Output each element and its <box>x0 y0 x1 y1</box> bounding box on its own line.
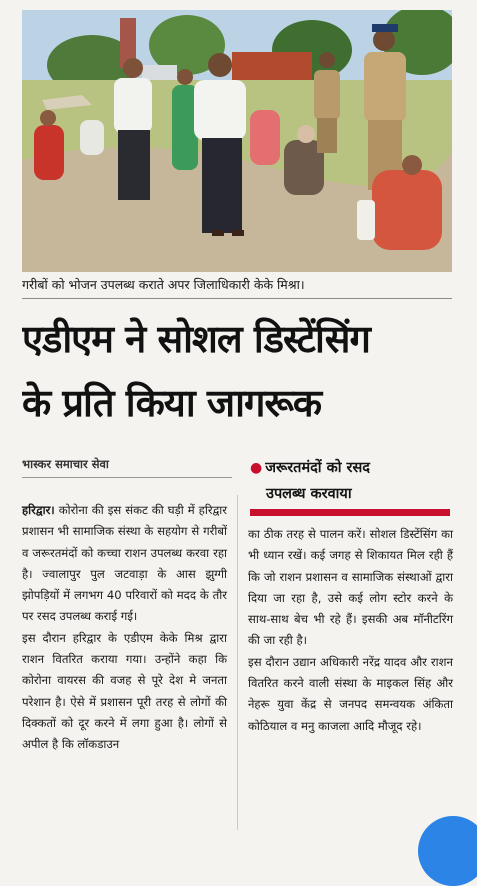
caption-divider <box>22 298 452 299</box>
article-paragraph: इस दौरान हरिद्वार के एडीएम केके मिश्र द्वारा राशन वितरित कराया गया। उन्होंने कहा कि कोरोना वायरस की वजह से पूरे देश मे जनता परेशान है। ऐसे में प्रशासन पूरी तरह से लोगों की दिक्कतों को दूर करने में लगा हुआ है। लोगों से अपील है कि लॉकडाउन <box>22 630 227 752</box>
byline-divider <box>22 477 232 478</box>
article-paragraph: इस दौरान उद्यान अधिकारी नरेंद्र यादव और राशन वितरित करने वाली संस्था के माइकल सिंह और नेहरू युवा केंद्र से जनपद समन्वयक अंकिता कोठियाल व मनु काजला आदि मौजूद रहे। <box>248 654 453 733</box>
article-paragraph: का ठीक तरह से पालन करें। सोशल डिस्टेंसिंग का भी ध्यान रखें। कई जगह से शिकायत मिल रही हैं कि जो राशन प्रशासन व सामाजिक संस्थाओं द्वारा दिया जा रहा है, उसे कई लोग स्टोर करने के साथ-साथ बेच भी रहे हैं। इसकी अब मॉनीटरिंग की जा रही है। <box>248 527 453 648</box>
headline <box>22 307 452 435</box>
article-column-left <box>22 500 227 830</box>
article-paragraph: हरिद्वार। कोरोना की इस संकट की घड़ी में हरिद्वार प्रशासन भी सामाजिक संस्था के सहयोग से गरीबों व जरूरतमंदों को कच्चा राशन उपलब्ध करवा रहा है। ज्वालापुर पुल जटवाड़ा के आस झुग्गी झोपड़ियों में लगभग 40 परिवारों को मदद के तौर पर रसद उपलब्ध कराई गई। <box>22 503 227 624</box>
byline: भास्कर समाचार सेवा <box>22 457 109 471</box>
corner-button[interactable] <box>418 816 477 886</box>
dateline-place: हरिद्वार। <box>22 503 55 517</box>
headline-line-2: के प्रति किया जागरूक <box>22 381 322 425</box>
subhead-line-1: ● जरूरतमंदों को रसद <box>250 460 370 476</box>
headline-line-1: एडीएम ने सोशल डिस्टेंसिंग <box>22 317 370 361</box>
column-divider <box>237 495 238 830</box>
subheadline <box>250 455 450 511</box>
subhead-red-bar <box>250 509 450 516</box>
news-photo <box>22 10 452 272</box>
photo-caption: गरीबों को भोजन उपलब्ध कराते अपर जिलाधिकारी केके मिश्रा। <box>22 277 305 292</box>
bullet-icon: ● <box>250 460 263 476</box>
subhead-line-2: उपलब्ध करवाया <box>266 486 352 502</box>
article-column-right <box>248 524 453 836</box>
